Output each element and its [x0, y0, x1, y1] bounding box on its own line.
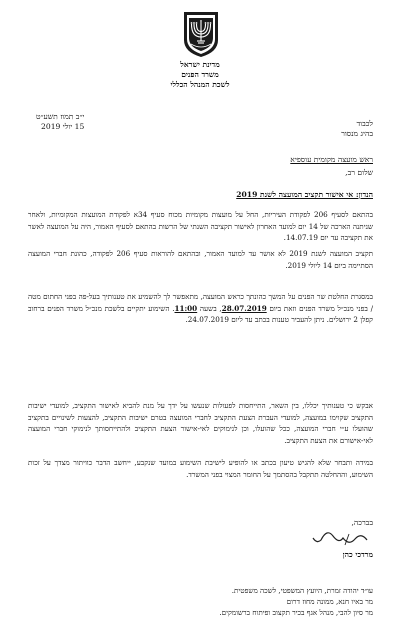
paragraph-hearing: [28, 291, 373, 326]
hearing-date: 28.07.2019: [221, 303, 267, 313]
addressee-name: בהיג מנסור: [341, 129, 373, 138]
hearing-text-start: במסגרת החלטת שר הפנים על המשך כהונתך כראש המועצה, מתאפשר לך להשמיע את טענותיך בעל-פה בפני החתום מטה / בפני מנכ״ל משרד הפנים וזאת ביום: [28, 292, 374, 313]
paragraph-arguments: אבקש כי טענותיך יכללו, בין השאר, התייחסות לפעולות שנעשו על ידך על מנת להביא לאישור התקציב, למועדי ישיבות התקציב שקוימו במועצה, למועדי העברת הצעת התקציב לחברי המועצה בטרם ישיבות התקציב, להצעות לשינויים בתקציב שהועלו ע״י חברי המועצה, ככל שהועלו, וכן לנימוקים לאי-אישור הצעת התקציב ולהתייחסותך לנימוקי חברי המועצה לאי-אישורם את הצעת התקציב.: [28, 401, 373, 445]
recipient-title: ראש מועצה מקומית עוספיא: [290, 155, 373, 164]
addressee-block: [341, 119, 373, 139]
paragraph-budget-deadline: בהתאם לסעיף 206 לפקודת העיריות, החל על מועצות מקומיות מכוח סעיף 34א לפקודת המועצות המקומיות, ולאחר שניתנה הארכה של 14 יום למועד האחרון לאישור תקציבה השנתי של הרשות בהתאם לסעיף האמור, היה על המועצה לאשר את תקציבה עד יום 14.07.19.: [28, 210, 373, 242]
header-line-state: מדינת ישראל: [180, 60, 220, 69]
closing: בברכה,: [351, 518, 373, 527]
addressee-label: לכבוד: [356, 119, 373, 128]
cc-item: מר סיון להבי, מנהל אגף בכיר תקצוב ופיתוח ברשומקים.: [219, 608, 373, 617]
cc-list: [219, 585, 373, 618]
hearing-time: 11:00: [174, 303, 198, 313]
header-line-office: לשכת המנהל הכללי: [170, 80, 230, 89]
hearing-text-mid: , בשעה: [197, 303, 222, 313]
signature-scribble: [309, 530, 371, 548]
signer-name: מרדכי כהן: [342, 550, 373, 559]
subject-line: הנדון: אי אישור תקציב המועצה לשנת 2019: [236, 190, 373, 199]
cc-item: מר באיו חנא, ממונה מחוז דרום: [286, 597, 373, 606]
state-emblem-icon: [180, 10, 222, 58]
ministry-header: [150, 60, 250, 90]
letter-date: [36, 112, 84, 132]
hearing-text-end: . השימוע יתקיים בלשכת מנכ״ל משרד הפנים ברחוב קפלן 2 ירושלים. ניתן להעביר טענות בכתב עד ליום 24.07.2019.: [28, 303, 373, 324]
hebrew-date: י״ב תמוז תשע״ט: [36, 112, 85, 121]
gregorian-date: 15 יולי 2019: [41, 122, 85, 131]
paragraph-waiver: במידה ותבחר שלא להגיש טיעון בכתב או להופיע לישיבת השימוע במועד שנקבע, ייחשב הדבר כוויתור מצדך על זכות השימוע, וההחלטה תתקבל בהסתמך על החומר המצוי בפני המשרד.: [28, 458, 373, 479]
paragraph-council-term-ended: תקציב המועצה לשנת 2019 לא אושר עד למועד האמור, ובהתאם להוראות סעיף 206 לפקודה, כהונת חברי המועצה הסתיימה ביום 14 ליולי 2019.: [28, 249, 373, 270]
header-line-ministry: משרד הפנים: [181, 70, 219, 79]
greeting: שלום רב,: [345, 168, 373, 177]
cc-item: עו״ד יהודה זמרת, היועץ המשפטי, לשכה משפטית.: [231, 586, 373, 595]
